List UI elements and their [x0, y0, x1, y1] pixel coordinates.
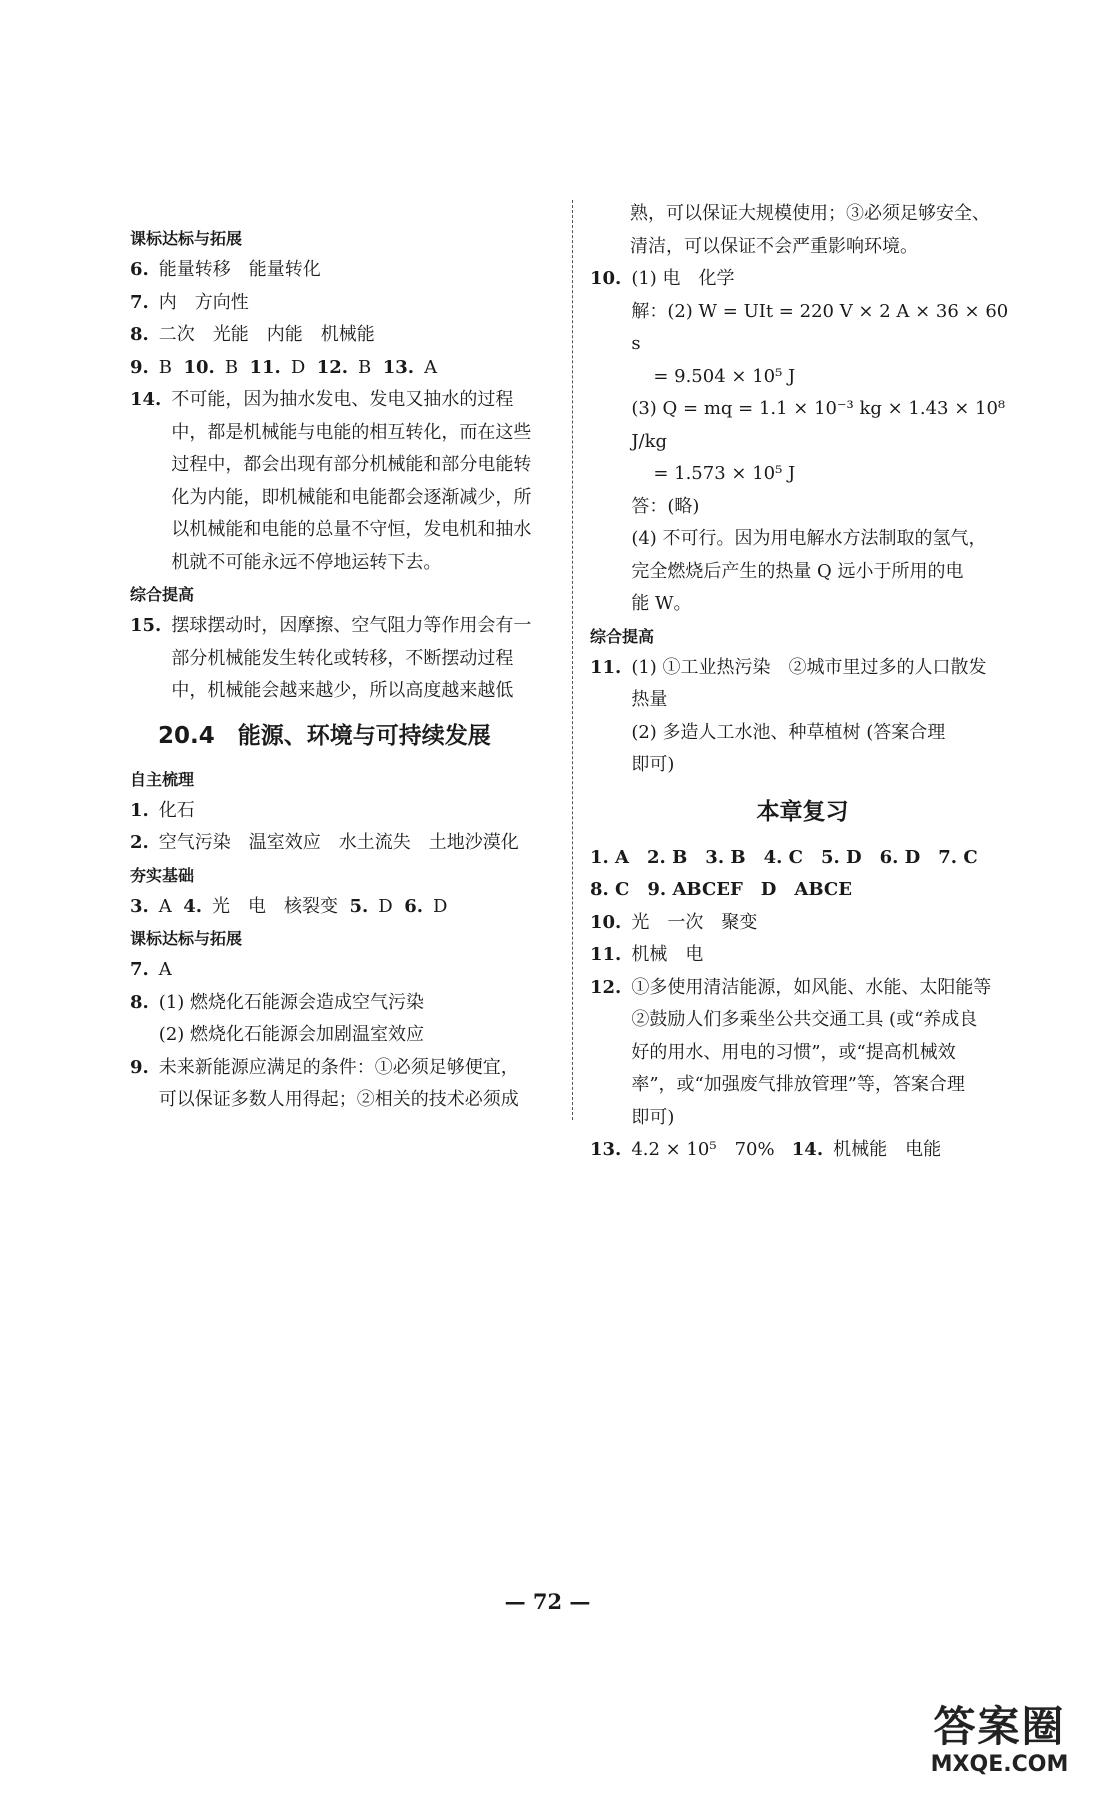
answer-6: 6. 能量转移 能量转化	[130, 259, 321, 280]
answer-8: 8. 二次 光能 内能 机械能	[130, 324, 375, 345]
answer-11: 11. (1) ①工业热污染 ②城市里过多的人口散发 热量 (2) 多造人工水池、种草植树 (答案合理 即可)	[590, 656, 987, 775]
answer-9-continued: 熟，可以保证大规模使用；③必须足够安全、	[630, 203, 990, 224]
review-answers-13-14: 13. 4.2 × 10⁵ 70% 14. 机械能 电能	[590, 1139, 942, 1160]
section-title: 课标达标与拓展	[130, 929, 243, 948]
column-divider	[572, 200, 573, 1120]
watermark-logo	[912, 1702, 1087, 1794]
answer-10: 10. (1) 电 化学 解：(2) W = UIt = 220 V × 2 A × 36 × 60 s = 9.504 × 10⁵ J (3) Q = mq = 1.1 × 10⁻³ kg × 1.43 × 10⁸ J/kg = 1.573 × 10⁵ J 答：(略) (4) 不可行。因为用电解水方法制取的氢气， 完全燃烧后产生的热量 Q 远小于所用的电 能 W。	[590, 268, 1009, 614]
answer-7: 7. 内 方向性	[130, 291, 249, 313]
watermark-url: MXQE.COM	[930, 1752, 1069, 1777]
review-answer-12: 12. ①多使用清洁能源，如风能、水能、太阳能等 ②鼓励人们多乘坐公共交通工具 (或“养成良 好的用水、用电的习惯”，或“提高机械效 率”，或“加强废气排放管理”等，答案合理 即可)	[590, 976, 992, 1128]
answer-9-continued: 清洁，可以保证不会严重影响环境。	[630, 235, 918, 257]
chapter-heading: 20.4 能源、环境与可持续发展	[158, 722, 491, 749]
section-title: 自主梳理	[130, 769, 195, 789]
left-column	[130, 223, 555, 1117]
answer-1: 1. 化石	[130, 799, 195, 821]
answer-8b: 8. (1) 燃烧化石能源会造成空气污染 (2) 燃烧化石能源会加剧温室效应	[130, 991, 425, 1045]
answer-9b: 9. 未来新能源应满足的条件：①必须足够便宜， 可以保证多数人用得起；②相关的技术必须成	[130, 1056, 519, 1110]
section-title: 综合提高	[590, 626, 655, 646]
answers-9-13: 9. B 10. B 11. D 12. B 13. A	[130, 356, 438, 378]
right-column	[590, 198, 1015, 1167]
review-answers-8-9: 8. C 9. ABCEF D ABCE	[590, 879, 852, 900]
review-answer-11: 11. 机械 电	[590, 944, 704, 965]
review-answer-10: 10. 光 一次 聚变	[590, 911, 758, 933]
watermark-text: 答案圈	[933, 1702, 1066, 1751]
answer-15: 15. 摆球摆动时，因摩擦、空气阻力等作用会有一 部分机械能发生转化或转移，不断摆动过程 中，机械能会越来越少，所以高度越来越低	[130, 615, 532, 701]
page-number: — 72 —	[504, 1589, 591, 1614]
section-title: 综合提高	[130, 585, 195, 604]
answer-2: 2. 空气污染 温室效应 水土流失 土地沙漠化	[130, 832, 519, 853]
section-title: 课标达标与拓展	[130, 229, 243, 248]
review-heading: 本章复习	[756, 798, 849, 825]
answers-3-6: 3. A 4. 光 电 核裂变 5. D 6. D	[130, 895, 448, 917]
section-title: 夯实基础	[130, 865, 195, 885]
review-answers-1-7: 1. A 2. B 3. B 4. C 5. D 6. D 7. C	[590, 846, 978, 868]
answer-7b: 7. A	[130, 959, 172, 980]
answer-14: 14. 不可能，因为抽水发电、发电又抽水的过程 中，都是机械能与电能的相互转化，而在这些 过程中，都会出现有部分机械能和部分电能转 化为内能，即机械能和电能都会逐渐减少，所 以机械能和电能的总量不守恒，发电机和抽水 机就不可能永远不停地运转下去。	[130, 389, 532, 573]
